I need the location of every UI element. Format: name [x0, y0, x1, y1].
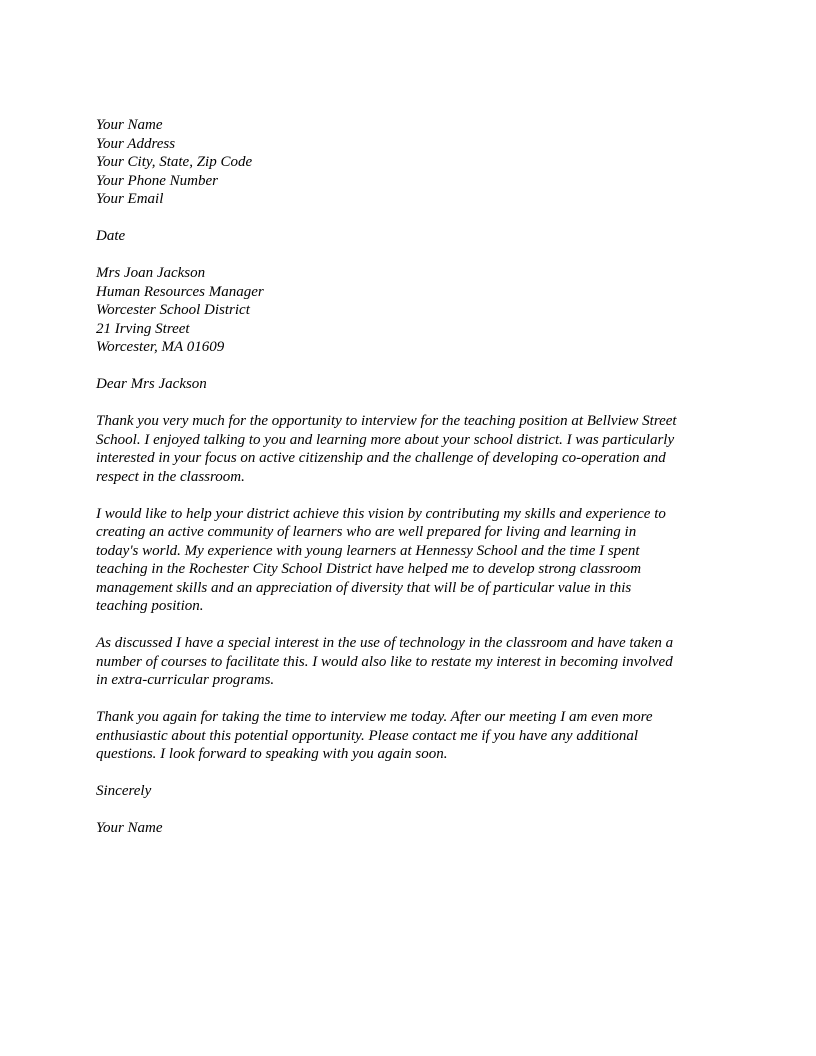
date-block	[96, 227, 736, 246]
sender-street: Your Address	[96, 135, 176, 152]
paragraph-line: in extra-curricular programs.	[96, 672, 275, 688]
recipient-title: Human Resources Manager	[96, 283, 264, 300]
recipient-organization: Worcester School District	[96, 302, 250, 318]
salutation-block	[96, 375, 736, 394]
paragraph-line: Thank you again for taking the time to interview me today. After our meeting I am even more	[96, 709, 653, 725]
closing-block	[96, 782, 736, 801]
paragraph-line: I would like to help your district achieve this vision by contributing my skills and experience to	[96, 505, 666, 522]
signature-name: Your Name	[96, 820, 163, 836]
paragraph-line: teaching position.	[96, 598, 204, 614]
paragraph-line: School. I enjoyed talking to you and learning more about your school district. I was particularly	[96, 431, 675, 448]
recipient-address	[96, 264, 736, 357]
sender-city: Your City, State, Zip Code	[96, 154, 253, 170]
paragraph-line: management skills and an appreciation of diversity that will be of particular value in this	[96, 579, 632, 596]
letter-date: Date	[96, 228, 126, 244]
body-paragraph-4	[96, 708, 736, 764]
paragraph-line: As discussed I have a special interest in the use of technology in the classroom and have taken a	[96, 635, 674, 651]
closing: Sincerely	[96, 783, 152, 799]
recipient-name: Mrs Joan Jackson	[96, 265, 206, 281]
signature-block	[96, 819, 736, 838]
body-paragraph-3	[96, 634, 736, 690]
sender-phone: Your Phone Number	[96, 172, 218, 189]
paragraph-line: Thank you very much for the opportunity to interview for the teaching position at Bellview Street	[96, 413, 677, 429]
paragraph-line: teaching in the Rochester City School District have helped me to develop strong classroom	[96, 561, 642, 577]
paragraph-line: interested in your focus on active citizenship and the challenge of developing co-operation and	[96, 450, 666, 466]
recipient-city: Worcester, MA 01609	[96, 339, 225, 355]
salutation: Dear Mrs Jackson	[96, 376, 207, 392]
recipient-street: 21 Irving Street	[96, 320, 190, 337]
sender-name: Your Name	[96, 117, 163, 133]
paragraph-line: today's world. My experience with young learners at Hennessy School and the time I spent	[96, 542, 640, 559]
paragraph-line: number of courses to facilitate this. I would also like to restate my interest in becoming involved	[96, 653, 673, 670]
sender-address	[96, 116, 736, 209]
body-paragraph-1	[96, 412, 736, 486]
paragraph-line: creating an active community of learners who are well prepared for living and learning in	[96, 524, 637, 540]
paragraph-line: enthusiastic about this potential opportunity. Please contact me if you have any additional	[96, 727, 639, 744]
paragraph-line: respect in the classroom.	[96, 468, 245, 485]
letter	[96, 116, 736, 856]
sender-email: Your Email	[96, 191, 164, 207]
body-paragraph-2	[96, 505, 736, 616]
paragraph-line: questions. I look forward to speaking with you again soon.	[96, 746, 448, 762]
